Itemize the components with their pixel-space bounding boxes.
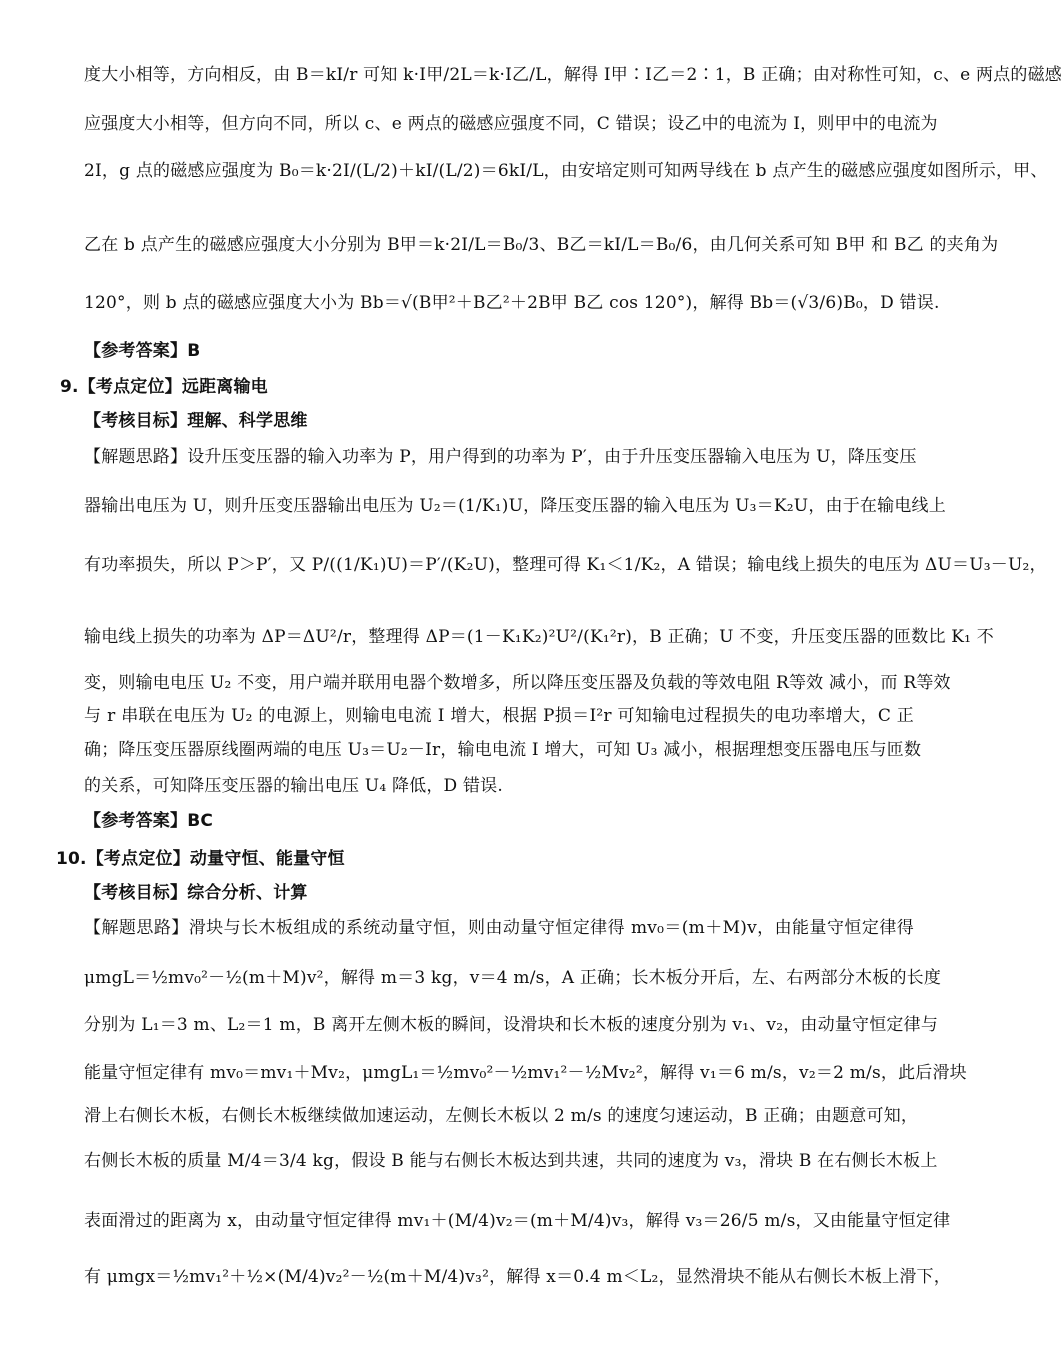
text-line: 确；降压变压器原线圈两端的电压 U₃＝U₂－Ir，输电电流 I 增大，可知 U₃ 减小，根据理想变压器电压与匝数 <box>84 740 922 760</box>
text-line: 的关系，可知降压变压器的输出电压 U₄ 降低，D 错误. <box>84 776 503 796</box>
text-line: 【解题思路】滑块与长木板组成的系统动量守恒，则由动量守恒定律得 mv₀＝(m＋M)v，由能量守恒定律得 <box>84 918 914 938</box>
text-line: 有功率损失，所以 P＞P′，又 P/((1/K₁)U)＝P′/(K₂U)，整理可得 K₁＜1/K₂，A 错误；输电线上损失的电压为 ΔU＝U₃－U₂， <box>84 555 1047 575</box>
question-header: 10.【考点定位】动量守恒、能量守恒 <box>56 849 345 869</box>
text-line: μmgL＝½mv₀²－½(m＋M)v²，解得 m＝3 kg，v＝4 m/s，A 正确；长木板分开后，左、右两部分木板的长度 <box>84 968 942 988</box>
text-line: 应强度大小相等，但方向不同，所以 c、e 两点的磁感应强度不同，C 错误；设乙中的电流为 I，则甲中的电流为 <box>84 114 938 134</box>
text-line: 与 r 串联在电压为 U₂ 的电源上，则输电电流 I 增大，根据 P损＝I²r 可知输电过程损失的电功率增大，C 正 <box>84 706 914 726</box>
text-line: 度大小相等，方向相反，由 B＝kI/r 可知 k·I甲/2L＝k·I乙/L，解得 I甲∶I乙＝2∶1，B 正确；由对称性可知，c、e 两点的磁感 <box>84 65 1062 85</box>
target-line: 【考核目标】理解、科学思维 <box>84 411 308 431</box>
text-line: 有 μmgx＝½mv₁²＋½×(M/4)v₂²－½(m＋M/4)v₃²，解得 x＝0.4 m＜L₂，显然滑块不能从右侧长木板上滑下， <box>84 1267 951 1287</box>
text-line: 120°，则 b 点的磁感应强度大小为 Bb＝√(B甲²＋B乙²＋2B甲 B乙 cos 120°)，解得 Bb＝(√3/6)B₀，D 错误. <box>84 293 940 313</box>
text-line: 表面滑过的距离为 x，由动量守恒定律得 mv₁＋(M/4)v₂＝(m＋M/4)v₃，解得 v₃＝26/5 m/s，又由能量守恒定律 <box>84 1211 951 1231</box>
text-line: 变，则输电电压 U₂ 不变，用户端并联用电器个数增多，所以降压变压器及负载的等效电阻 R等效 减小，而 R等效 <box>84 673 951 693</box>
text-line: 器输出电压为 U，则升压变压器输出电压为 U₂＝(1/K₁)U，降压变压器的输入电压为 U₃＝K₂U，由于在输电线上 <box>84 496 946 516</box>
target-line: 【考核目标】综合分析、计算 <box>84 883 308 903</box>
question-header: 9.【考点定位】远距离输电 <box>60 377 268 397</box>
text-line: 滑上右侧长木板，右侧长木板继续做加速运动，左侧长木板以 2 m/s 的速度匀速运动，B 正确；由题意可知， <box>84 1106 919 1126</box>
text-line: 右侧长木板的质量 M/4＝3/4 kg，假设 B 能与右侧长木板达到共速，共同的速度为 v₃，滑块 B 在右侧长木板上 <box>84 1151 938 1171</box>
text-line: 【解题思路】设升压变压器的输入功率为 P，用户得到的功率为 P′，由于升压变压器输入电压为 U，降压变压 <box>84 447 917 467</box>
text-line: 乙在 b 点产生的磁感应强度大小分别为 B甲＝k·2I/L＝B₀/3、B乙＝kI/L＝B₀/6，由几何关系可知 B甲 和 B乙 的夹角为 <box>84 235 999 255</box>
answer-line: 【参考答案】B <box>84 341 201 361</box>
text-line: 2I，g 点的磁感应强度为 B₀＝k·2I/(L/2)＋kI/(L/2)＝6kI/L，由安培定则可知两导线在 b 点产生的磁感应强度如图所示，甲、 <box>84 161 1048 181</box>
text-line: 输电线上损失的功率为 ΔP＝ΔU²/r，整理得 ΔP＝(1－K₁K₂)²U²/(K₁²r)，B 正确；U 不变，升压变压器的匝数比 K₁ 不 <box>84 627 994 647</box>
text-line: 能量守恒定律有 mv₀＝mv₁＋Mv₂，μmgL₁＝½mv₀²－½mv₁²－½Mv₂²，解得 v₁＝6 m/s，v₂＝2 m/s，此后滑块 <box>84 1063 967 1083</box>
text-line: 分别为 L₁＝3 m、L₂＝1 m，B 离开左侧木板的瞬间，设滑块和长木板的速度分别为 v₁、v₂，由动量守恒定律与 <box>84 1015 939 1035</box>
answer-line: 【参考答案】BC <box>84 811 214 831</box>
